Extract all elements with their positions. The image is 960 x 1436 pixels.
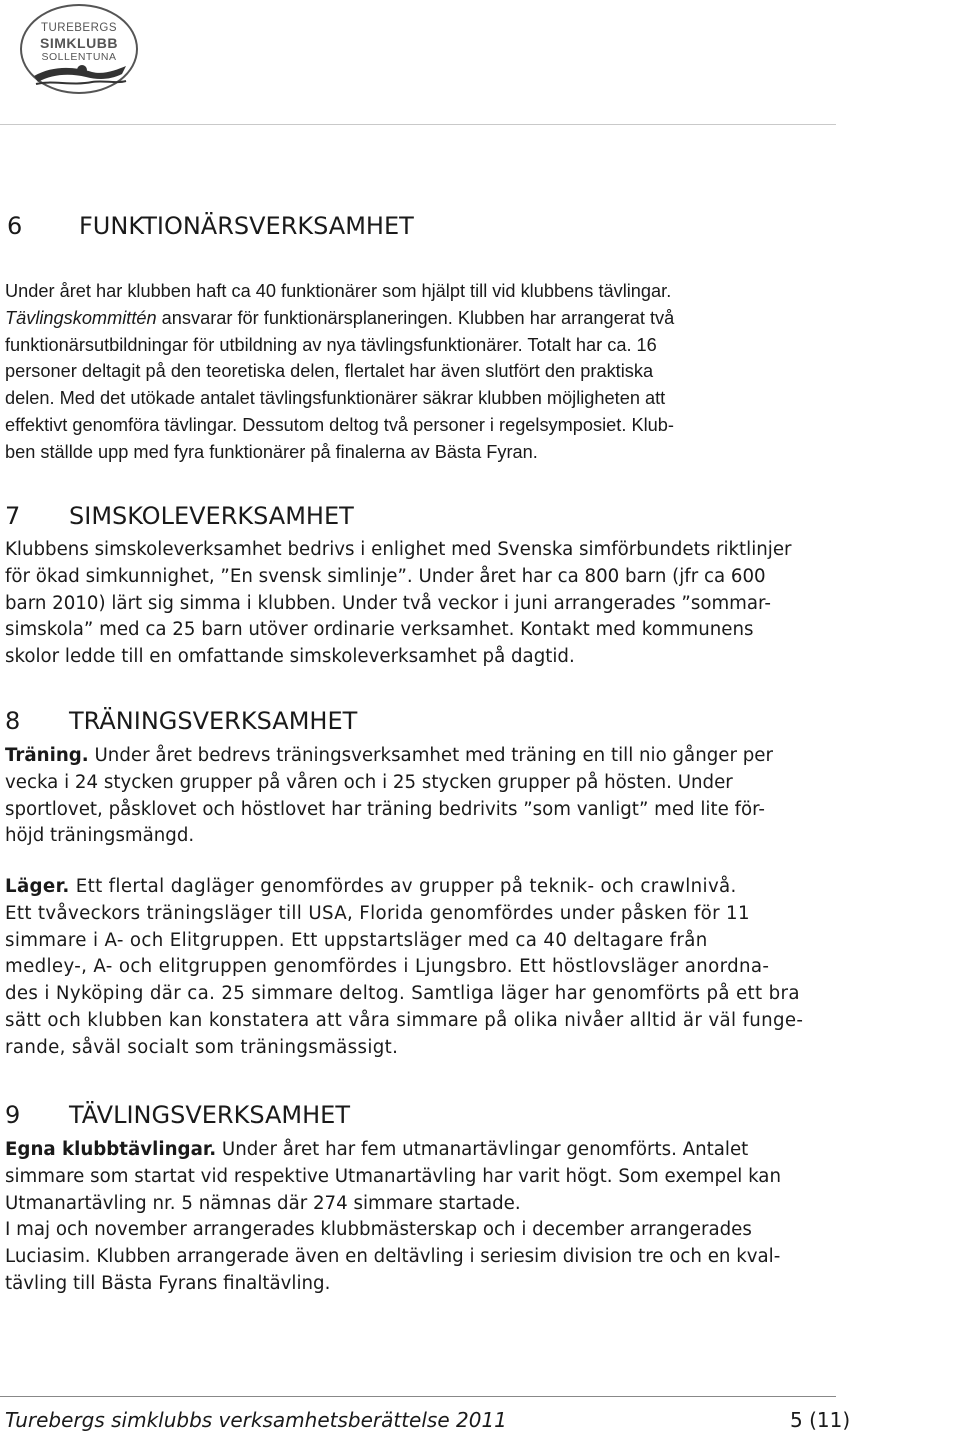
section-6-body <box>5 278 855 466</box>
body-line: skolor ledde till en omfattande simskoleverksamhet på dagtid. <box>5 646 575 668</box>
body-line <box>5 305 855 332</box>
body-line: Luciasim. Klubben arrangerade även en deltävling i seriesim division tre och en kval- <box>5 1246 781 1268</box>
body-line <box>5 874 855 901</box>
body-line: I maj och november arrangerades klubbmästerskap och i december arrangerades <box>5 1219 752 1241</box>
body-line-rest: Under året bedrevs träningsverksamhet med träning en till nio gånger per <box>88 745 773 766</box>
body-line: simskola” med ca 25 barn utöver ordinarie verksamhet. Kontakt med kommunens <box>5 619 754 641</box>
body-line: simmare i A- och Elitgruppen. Ett uppstartsläger med ca 40 deltagare från <box>5 929 708 951</box>
body-line: funktionärsutbildningar för utbildning av nya tävlingsfunktionärer. Totalt har ca. 16 <box>5 334 657 355</box>
body-line: medley-, A- och elitgruppen genomfördes i Ljungsbro. Ett höstlovsläger anordna- <box>5 956 770 978</box>
section-7-heading <box>5 502 354 530</box>
section-number: 6 <box>7 212 23 240</box>
section-title: TÄVLINGSVERKSAMHET <box>69 1101 351 1129</box>
paragraph-lead: Träning. <box>5 745 89 766</box>
body-line: rande, såväl socialt som träningsmässigt. <box>5 1036 399 1058</box>
section-title: FUNKTIONÄRSVERKSAMHET <box>79 212 414 240</box>
paragraph-lead: Egna klubbtävlingar. <box>5 1139 217 1160</box>
body-line: personer deltagit på den teoretiska delen, flertalet har även slutfört den praktiska <box>5 361 654 382</box>
club-logo <box>20 4 138 94</box>
body-line: sätt och klubben kan konstatera att våra simmare på olika nivåer alltid är väl funge- <box>5 1009 804 1031</box>
committee-name: Tävlingskommittén <box>5 307 157 328</box>
body-line: effektivt genomföra tävlingar. Dessutom deltog två personer i regelsymposiet. Klub- <box>5 414 674 435</box>
paragraph-lead: Läger. <box>5 876 70 897</box>
body-line: delen. Med det utökade antalet tävlingsfunktionärer säkrar klubben möjligheten att <box>5 388 666 409</box>
section-number: 9 <box>5 1101 21 1129</box>
body-line: för ökad simkunnighet, ”En svensk simlinje”. Under året har ca 800 barn (jfr ca 600 <box>5 565 766 587</box>
body-line-rest: Under året har fem utmanartävlingar genomförts. Antalet <box>216 1139 749 1160</box>
body-line: ben ställde upp med fyra funktionärer på finalerna av Bästa Fyran. <box>5 441 538 462</box>
section-number: 8 <box>5 707 21 735</box>
section-title: TRÄNINGSVERKSAMHET <box>69 707 358 735</box>
section-title: SIMSKOLEVERKSAMHET <box>69 502 354 530</box>
body-line: Under året har klubben haft ca 40 funktionärer som hjälpt till vid klubbens tävlingar. <box>5 281 672 301</box>
footer-divider <box>0 1396 836 1397</box>
header-divider <box>0 124 836 125</box>
body-line-rest: ansvarar för funktionärsplaneringen. Klubben har arrangerat två <box>156 307 675 328</box>
body-line: barn 2010) lärt sig simma i klubben. Under två veckor i juni arrangerades ”sommar- <box>5 592 771 614</box>
section-9-body <box>5 1137 855 1298</box>
footer-title: Turebergs simklubbs verksamhetsberättelse 2011 <box>5 1408 507 1432</box>
body-line: vecka i 24 stycken grupper på våren och i 25 stycken grupper på hösten. Under <box>5 771 733 793</box>
swimmer-icon <box>32 62 128 88</box>
body-line <box>5 743 855 770</box>
section-8-heading <box>5 707 357 735</box>
body-line: Ett tvåveckors träningsläger till USA, Florida genomfördes under påsken för 11 <box>5 902 750 924</box>
section-8-training-paragraph <box>5 743 855 850</box>
section-8-camp-paragraph <box>5 874 855 1062</box>
page-number: 5 (11) <box>790 1408 851 1432</box>
body-line: Utmanartävling nr. 5 nämnas där 274 simmare startade. <box>5 1192 521 1214</box>
body-line: simmare som startat vid respektive Utmanartävling har varit högt. Som exempel kan <box>5 1165 781 1187</box>
body-line: höjd träningsmängd. <box>5 825 195 847</box>
logo-line-3: SOLLENTUNA <box>41 51 117 63</box>
body-line <box>5 1137 855 1164</box>
body-line: sportlovet, påsklovet och höstlovet har träning bedrivits ”som vanligt” med lite för- <box>5 798 765 820</box>
body-line: des i Nyköping där ca. 25 simmare deltog. Samtliga läger har genomförts på ett bra <box>5 983 800 1005</box>
body-line-rest: Ett flertal dagläger genomfördes av grupper på teknik- och crawlnivå. <box>69 876 737 897</box>
logo-line-2: SIMKLUBB <box>40 35 118 51</box>
body-line: tävling till Bästa Fyrans finaltävling. <box>5 1272 331 1294</box>
section-7-body <box>5 537 855 671</box>
section-9-heading <box>5 1101 350 1129</box>
section-number: 7 <box>5 502 21 530</box>
logo-line-1: TUREBERGS <box>40 22 118 34</box>
section-6-heading <box>7 212 414 240</box>
body-line: Klubbens simskoleverksamhet bedrivs i enlighet med Svenska simförbundets riktlinjer <box>5 539 792 560</box>
